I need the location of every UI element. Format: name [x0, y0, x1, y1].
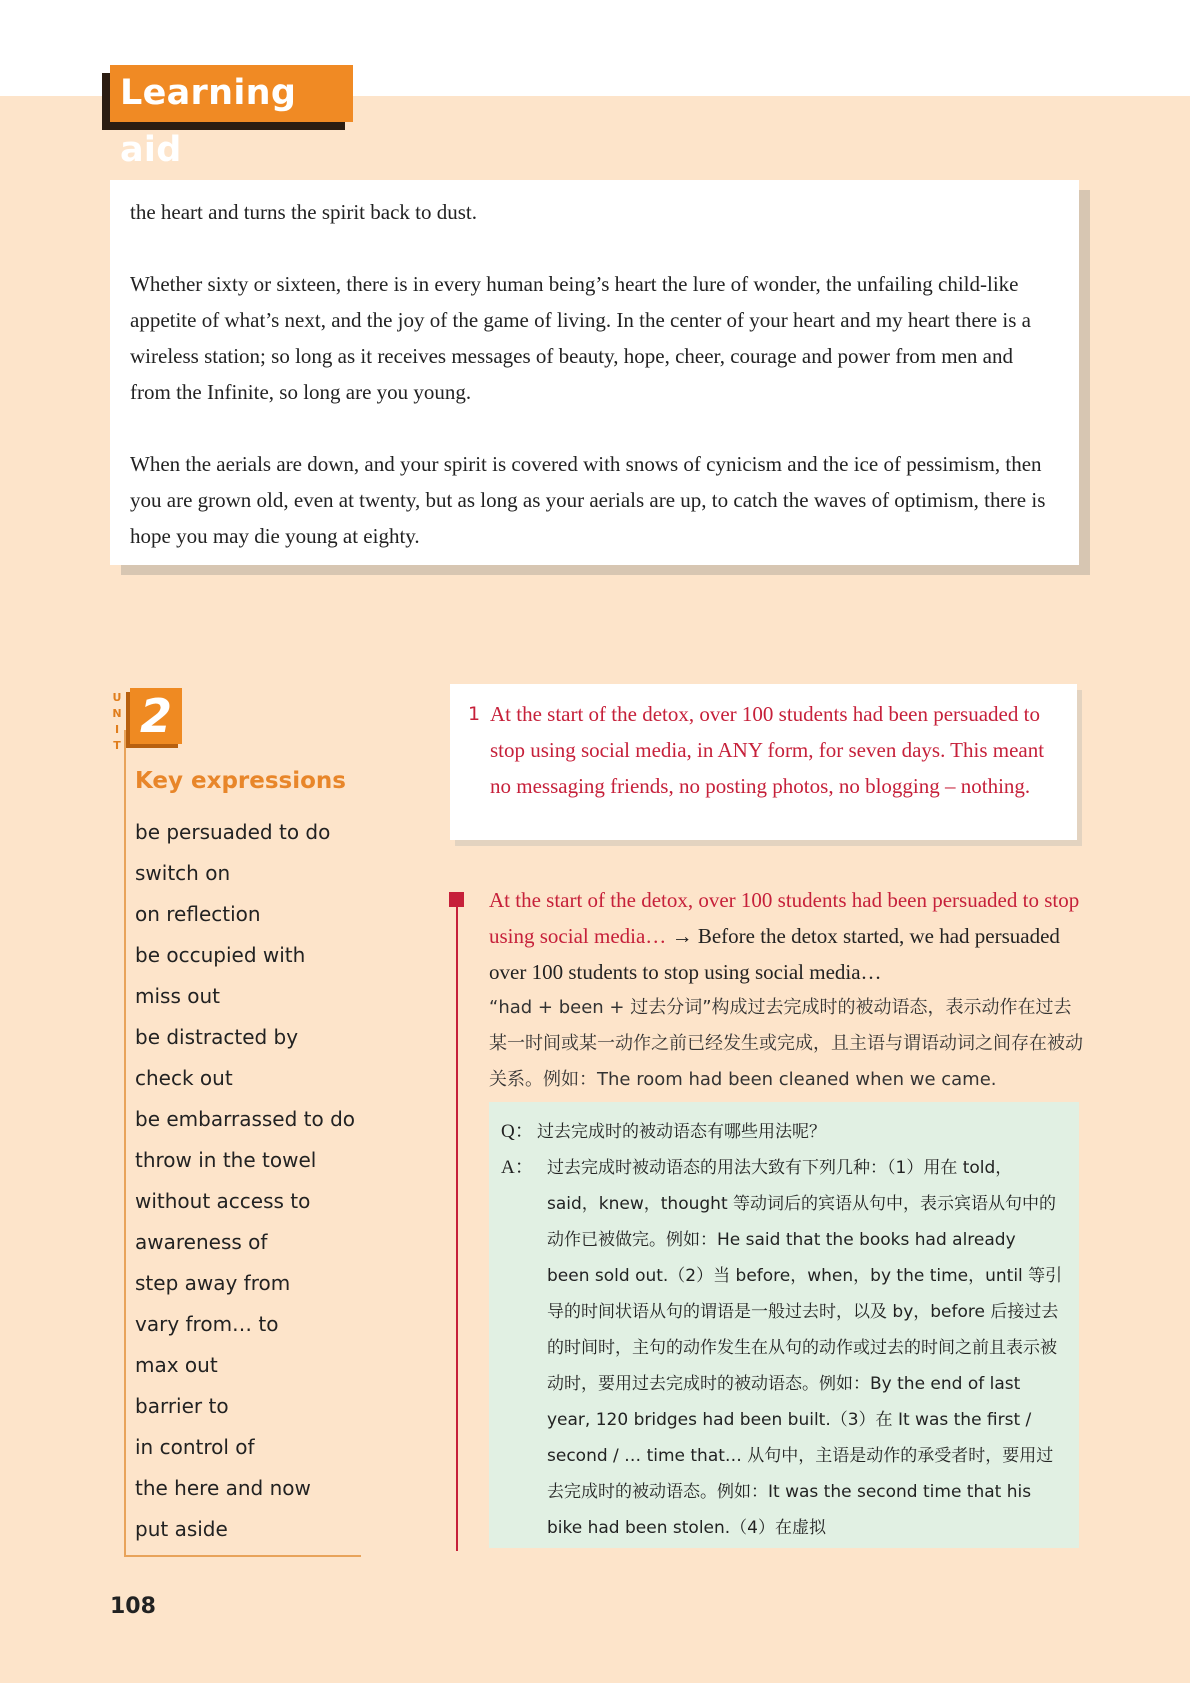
bullet-square-icon [449, 892, 464, 907]
explanation-english [489, 882, 1089, 990]
answer-text: 过去完成时被动语态的用法大致有下列几种：（1）用在 told，said，knew，thought 等动词后的宾语从句中，表示宾语从句中的动作已被做完。例如：He said that the books had already been sold out.（2）当 before，when，by the time，until 等引导的时间状语从句的谓语是一般过去时，以及 by，before 后接过去的时间时，主句的动作发生在从句的动作或过去的时间之前且表示被动时，要用过去完成时的被动语态。例如：By the end of last year, 120 bridges had been built.（3）在 It was the first / second / … time that… 从句中，主语是动作的承受者时，要用过去完成时的被动语态。例如：It was the second time that his bike had been stolen.（4）在虚拟 [547, 1158, 1063, 1538]
expression-item: be distracted by [135, 1025, 299, 1049]
expression-item: max out [135, 1353, 218, 1377]
explanation-highlight: At the start of the detox, over 100 students had been persuaded to stop using social media… [489, 888, 1080, 948]
unit-label: U N I T [112, 691, 122, 752]
expression-item: put aside [135, 1517, 228, 1541]
answer-label: A： [501, 1157, 534, 1178]
qa-box [489, 1102, 1079, 1548]
quote-number: 1 [468, 703, 481, 725]
unit-number-badge: 2 [130, 688, 182, 744]
reading-passage [110, 180, 1079, 565]
expression-item: awareness of [135, 1230, 268, 1254]
expression-item: be embarrassed to do [135, 1107, 356, 1131]
key-expressions-list [135, 812, 355, 1550]
reading-paragraph: When the aerials are down, and your spirit is covered with snows of cynicism and the ice of pessimism, then you are grown old, even at twenty, but as long as your aerials are up, to catch the waves of optimism, there is hope you may die young at eighty. [130, 452, 1046, 548]
expression-item: without access to [135, 1189, 311, 1213]
quote-box [450, 684, 1077, 840]
key-expressions-title: Key expressions [135, 768, 346, 794]
explanation-chinese: “had + been + 过去分词”构成过去完成时的被动语态，表示动作在过去某一时间或某一动作之前已经发生或完成，且主语与谓语动词之间存在被动关系。例如：The room had been cleaned when we came. [489, 997, 1083, 1090]
quote-text: At the start of the detox, over 100 students had been persuaded to stop using social media, in ANY form, for seven days. This meant no messaging friends, no posting photos, no blogging – nothing. [490, 702, 1045, 798]
expression-item: be persuaded to do [135, 820, 331, 844]
page-number: 108 [110, 1594, 156, 1619]
expression-item: vary from… to [135, 1312, 279, 1336]
reading-paragraph: Whether sixty or sixteen, there is in every human being’s heart the lure of wonder, the unfailing child-like appetite of what’s next, and the joy of the game of living. In the center of your heart and my heart there is a wireless station; so long as it receives messages of beauty, hope, cheer, courage and power from men and from the Infinite, so long are you young. [130, 272, 1031, 404]
sidebar-bottom-rule [124, 1555, 361, 1557]
learning-aid-tab: Learning aid [110, 65, 353, 122]
qa-question-row [501, 1114, 1063, 1150]
explanation-rule [456, 906, 458, 1551]
qa-answer-row [501, 1150, 1063, 1546]
expression-item: the here and now [135, 1476, 311, 1500]
expression-item: in control of [135, 1435, 255, 1459]
expression-item: step away from [135, 1271, 291, 1295]
expression-item: barrier to [135, 1394, 229, 1418]
reading-paragraph: the heart and turns the spirit back to dust. [130, 200, 478, 224]
expression-item: be occupied with [135, 943, 306, 967]
expression-item: check out [135, 1066, 233, 1090]
sidebar-divider [124, 730, 126, 1556]
explanation-rewrite: → Before the detox started, we had persuaded over 100 students to stop using social media… [489, 924, 1060, 984]
expression-item: switch on [135, 861, 231, 885]
question-text: 过去完成时的被动语态有哪些用法呢？ [537, 1122, 826, 1142]
expression-item: throw in the towel [135, 1148, 317, 1172]
explanation [489, 882, 1089, 1098]
question-label: Q： [501, 1121, 534, 1142]
expression-item: miss out [135, 984, 220, 1008]
expression-item: on reflection [135, 902, 261, 926]
